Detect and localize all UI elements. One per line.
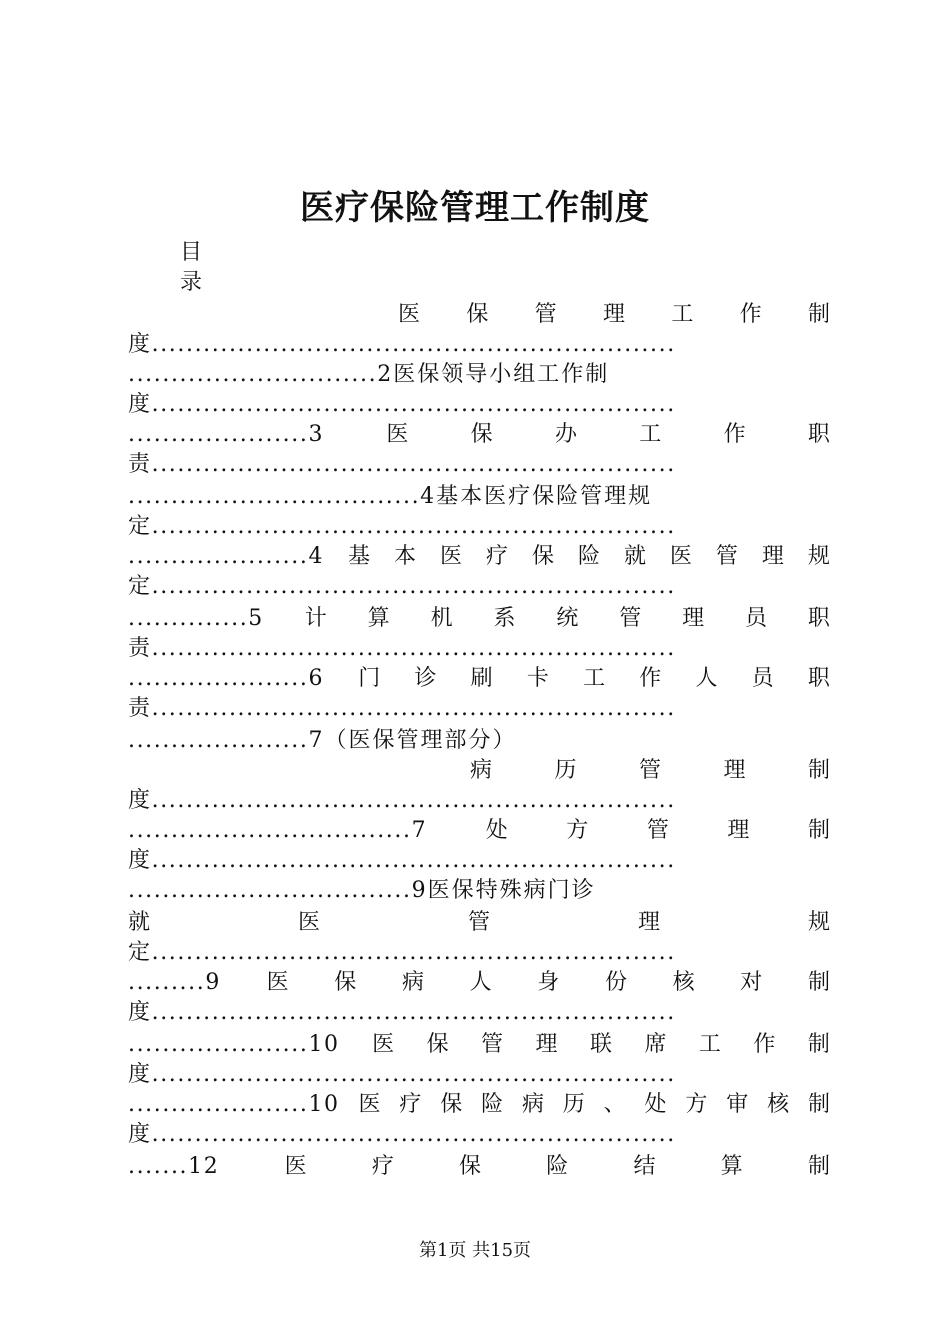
toc-line: 病 历 管 理 制 [470, 758, 830, 783]
toc-line: 责............................................................. [128, 452, 676, 477]
toc-line: .....................7（医保管理部分） [128, 728, 517, 753]
toc-line: ..................................4基本医疗保险管理规 [128, 484, 653, 509]
toc-line: 责............................................................. [128, 636, 676, 661]
toc-line: 定............................................................. [128, 514, 676, 539]
toc-line: .............................2医保领导小组工作制 [128, 362, 610, 387]
toc-line: 度............................................................. [128, 788, 676, 813]
toc-line: .....................3 医 保 办 工 作 职 [128, 422, 830, 447]
toc-line: .................................7 处 方 管 理 制 [128, 818, 830, 843]
document-title: 医疗保险管理工作制度 [300, 188, 650, 228]
toc-line: 度............................................................. [128, 1062, 676, 1087]
toc-line: .....................10 医 保 管 理 联 席 工 作 制 [128, 1032, 830, 1057]
toc-line: 度............................................................. [128, 392, 676, 417]
toc-line: .....................10 医 疗 保 险 病 历 、 处 方 审 核 制 [128, 1092, 830, 1117]
toc-line: 就 医 管 理 规 [128, 910, 830, 935]
toc-line: .......12 医 疗 保 险 结 算 制 [128, 1154, 830, 1179]
toc-line: 责............................................................. [128, 696, 676, 721]
page-footer: 第1页 共15页 [418, 1240, 532, 1261]
toc-line: .....................6 门 诊 刷 卡 工 作 人 员 职 [128, 666, 830, 691]
toc-line: .........9 医 保 病 人 身 份 核 对 制 [128, 970, 830, 995]
toc-line: 医 保 管 理 工 作 制 [398, 302, 830, 327]
toc-heading-char-2: 录 [180, 270, 203, 295]
toc-line: .....................4 基 本 医 疗 保 险 就 医 管 理 规 [128, 544, 830, 569]
toc-line: 度............................................................. [128, 1122, 676, 1147]
toc-line: 度............................................................. [128, 332, 676, 357]
toc-line: 定............................................................. [128, 940, 676, 965]
toc-line: .................................9医保特殊病门诊 [128, 878, 596, 903]
toc-line: ..............5 计 算 机 系 统 管 理 员 职 [128, 606, 830, 631]
toc-line: 定............................................................. [128, 574, 676, 599]
toc-line: 度............................................................. [128, 848, 676, 873]
toc-line: 度............................................................. [128, 1000, 676, 1025]
toc-heading-char-1: 目 [180, 240, 203, 265]
